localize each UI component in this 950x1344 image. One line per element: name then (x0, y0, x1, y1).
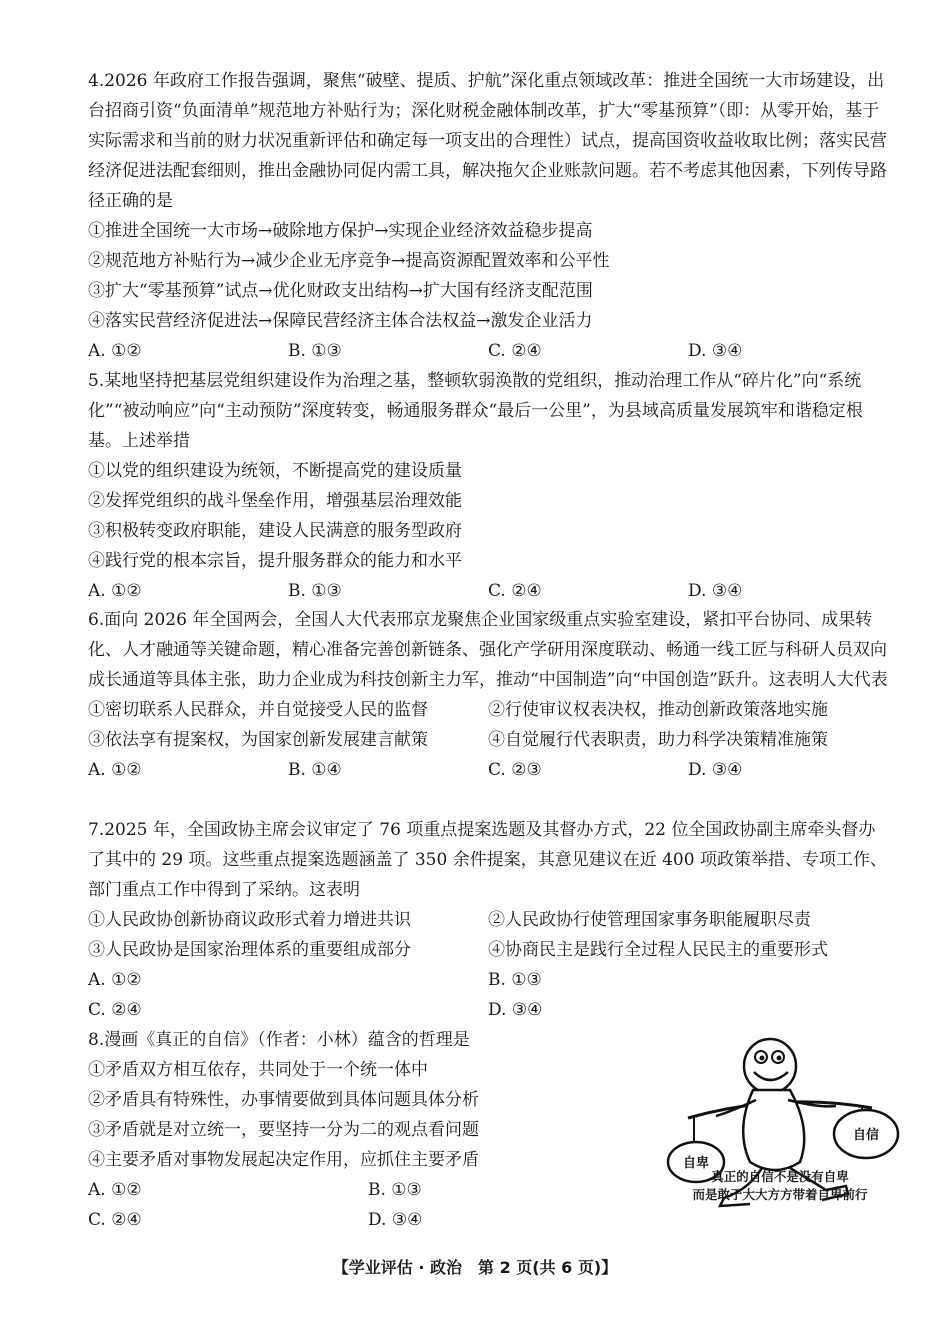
question-4-stem: 4.2026 年政府工作报告强调，聚焦“破壁、提质、护航”深化重点领域改革：推进全国统一大市场建设，出台招商引资“负面清单”规范地方补贴行为；深化财税金融体制改革，扩大“零基预算”（即：从零开始，基于实际需求和当前的财力状况重新评估和确定每一项支出的合理性）试点，提高国资收益收取比例；落实民营经济促进法配套细则，推出金融协同促内需工具，解决拖欠企业账款问题。若不考虑其他因素，下列传导路径正确的是 (88, 71, 887, 211)
page-footer: 【学业评估 · 政治 第 2 页(共 6 页)】 (332, 1258, 618, 1277)
answer-c: C. ②③ (488, 760, 542, 780)
right-bag-label: 自信 (852, 1128, 880, 1143)
answer-a: A. ①② (88, 1180, 142, 1200)
question-6-answers (88, 755, 888, 785)
caption-line-1: 真正的自信不是没有自卑 (711, 1169, 849, 1184)
answer-a: A. ①② (88, 581, 142, 601)
answer-b: B. ①④ (288, 760, 342, 780)
answer-d: D. ③④ (488, 1000, 543, 1020)
left-bag-label: 自卑 (682, 1156, 710, 1171)
question-6-stem: 6.面向 2026 年全国两会，全国人大代表邢京龙聚焦企业国家级重点实验室建设，紧扣平台协同、成果转化、人才融通等关键命题，精心准备完善创新链条、强化产学研用深度联动、畅通一线工匠与科研人员双向成长通道等具体主张，助力企业成为科技创新主力军，推动“中国制造”向“中国创造”跃升。这表明人大代表 (88, 610, 888, 690)
question-5-option-1: ①以党的组织建设为统领，不断提高党的建设质量 (88, 461, 462, 481)
question-4-option-2: ②规范地方补贴行为→减少企业无序竞争→提高资源配置效率和公平性 (88, 251, 610, 271)
question-7-stem: 7.2025 年，全国政协主席会议审定了 76 项重点提案选题及其督办方式，22 位全国政协副主席牵头督办了其中的 29 项。这些重点提案选题涵盖了 350 余件提案，其意见建议在近 400 项政策举措、专项工作、部门重点工作中得到了采纳。这表明 (88, 820, 887, 900)
question-8-answers-row-1 (88, 1175, 648, 1205)
answer-b: B. ①③ (288, 581, 342, 601)
question-4-answers (88, 336, 888, 366)
answer-d: D. ③④ (688, 341, 743, 361)
answer-d: D. ③④ (688, 581, 743, 601)
answer-b: B. ①③ (488, 970, 542, 990)
question-5-option-4: ④践行党的根本宗旨，提升服务群众的能力和水平 (88, 551, 462, 571)
question-8-option-3: ③矛盾就是对立统一，要坚持一分为二的观点看问题 (88, 1120, 479, 1140)
question-8-option-1: ①矛盾双方相互依存，共同处于一个统一体中 (88, 1060, 428, 1080)
answer-a: A. ①② (88, 341, 142, 361)
question-7-option-4: ④协商民主是践行全过程人民民主的重要形式 (488, 940, 828, 960)
question-5-answers (88, 576, 888, 606)
question-6-options-row-2 (88, 725, 888, 755)
question-5-stem: 5.某地坚持把基层党组织建设作为治理之基，整顿软弱涣散的党组织，推动治理工作从“碎片化”向“系统化”“被动响应”向“主动预防”深度转变，畅通服务群众“最后一公里”，为县域高质量发展筑牢和谐稳定根基。上述举措 (88, 371, 863, 451)
question-8-stem: 8.漫画《真正的自信》（作者：小林）蕴含的哲理是 (88, 1030, 470, 1050)
question-7-option-2: ②人民政协行使管理国家事务职能履职尽责 (488, 910, 811, 930)
question-7-options-row-2 (88, 935, 888, 965)
answer-c: C. ②④ (488, 581, 542, 601)
question-8 (88, 1025, 648, 1235)
answer-b: B. ①③ (368, 1180, 422, 1200)
question-7-answers-row-1 (88, 965, 888, 995)
cartoon-caption (650, 1168, 910, 1204)
answer-c: C. ②④ (488, 341, 542, 361)
question-6 (88, 605, 888, 785)
question-6-option-1: ①密切联系人民群众，并自觉接受人民的监督 (88, 700, 428, 720)
question-8-answers-row-2 (88, 1205, 648, 1235)
question-7-option-3: ③人民政协是国家治理体系的重要组成部分 (88, 940, 411, 960)
caption-line-2: 而是敢于大大方方带着自卑前行 (692, 1187, 868, 1202)
answer-d: D. ③④ (688, 760, 743, 780)
answer-a: A. ①② (88, 970, 142, 990)
question-4-option-1: ①推进全国统一大市场→破除地方保护→实现企业经济效益稳步提高 (88, 221, 593, 241)
character-head (744, 1039, 796, 1093)
answer-c: C. ②④ (88, 1210, 142, 1230)
question-4 (88, 66, 888, 366)
question-6-options-row-1 (88, 695, 888, 725)
question-7-options-row-1 (88, 905, 888, 935)
question-4-option-4: ④落实民营经济促进法→保障民营经济主体合法权益→激发企业活力 (88, 311, 593, 331)
question-8-option-4: ④主要矛盾对事物发展起决定作用，应抓住主要矛盾 (88, 1150, 479, 1170)
question-8-option-2: ②矛盾具有特殊性，办事情要做到具体问题具体分析 (88, 1090, 479, 1110)
question-7-answers-row-2 (88, 995, 888, 1025)
question-5-option-3: ③积极转变政府职能，建设人民满意的服务型政府 (88, 521, 462, 541)
answer-a: A. ①② (88, 760, 142, 780)
question-5 (88, 366, 888, 606)
question-6-option-3: ③依法享有提案权，为国家创新发展建言献策 (88, 730, 428, 750)
question-5-option-2: ②发挥党组织的战斗堡垒作用，增强基层治理效能 (88, 491, 462, 511)
question-4-option-3: ③扩大“零基预算”试点→优化财政支出结构→扩大国有经济支配范围 (88, 281, 593, 301)
answer-c: C. ②④ (88, 1000, 142, 1020)
question-6-option-2: ②行使审议权表决权，推动创新政策落地实施 (488, 700, 828, 720)
question-7-option-1: ①人民政协创新协商议政形式着力增进共识 (88, 910, 411, 930)
question-7 (88, 815, 888, 1025)
answer-d: D. ③④ (368, 1210, 423, 1230)
question-6-option-4: ④自觉履行代表职责，助力科学决策精准施策 (488, 730, 828, 750)
answer-b: B. ①③ (288, 341, 342, 361)
